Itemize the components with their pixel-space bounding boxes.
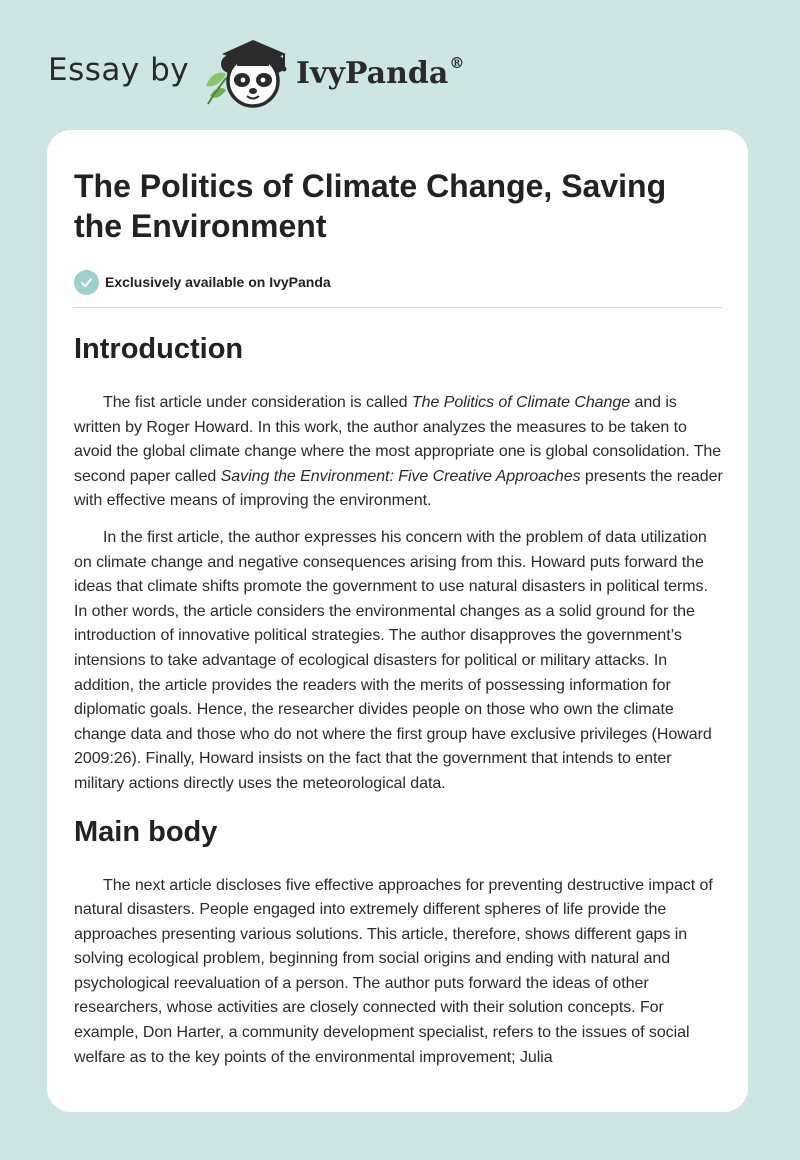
paragraph	[74, 391, 723, 514]
italic-title-text: Saving the Environment: Five Creative Approaches	[220, 467, 581, 485]
exclusive-label: Exclusively available on IvyPanda	[105, 274, 331, 290]
check-circle-icon	[74, 270, 99, 295]
paragraph	[74, 526, 723, 797]
paragraph-text: and is written by Roger Howard. In this work, the author analyzes the measures to be taken to avoid the global climate change where the most appropriate one is global consolidation. The second paper called	[74, 394, 722, 485]
divider	[74, 307, 722, 308]
section-heading-introduction: Introduction	[74, 333, 244, 365]
italic-title-text: The Politics of Climate Change	[411, 394, 631, 411]
exclusive-badge	[74, 268, 721, 296]
section-heading-main-body: Main body	[74, 815, 218, 848]
essay-card	[47, 130, 748, 1112]
panda-graduate-icon[interactable]	[200, 34, 296, 110]
paragraph	[74, 874, 723, 1071]
brand-name[interactable]: IvyPanda®	[296, 54, 465, 91]
site-header	[48, 30, 568, 110]
paragraph-text: In the first article, the author expresses his concern with the problem of data utilization on climate change and negative consequences arising from this. Howard puts forward the ideas that climate shifts promote the government to use natural disasters in political terms. In other words, the article considers the environmental changes as a solid ground for the introduction of innovative political strategies. The author disapproves the government’s intensions to take advantage of ecological disasters for political or military attacks. In addition, the article provides the readers with the merits of possessing information for diplomatic goals. Hence, the researcher divides people on those who own the climate change data and those who do not where the first group have exclusive privileges (Howard 2009:26). Finally, Howard insists on the fact that the government that intends to enter military actions directly uses the meteorological data.	[74, 528, 712, 792]
paragraph-text: The fist article under consideration is called	[103, 394, 412, 411]
essay-by-label: Essay by	[48, 52, 190, 88]
registered-mark: ®	[449, 54, 465, 72]
paragraph-text: presents the reader with effective means of improving the environment.	[74, 467, 723, 510]
essay-title: The Politics of Climate Change, Saving the Environment	[74, 168, 667, 244]
paragraph-text: The next article discloses five effective approaches for preventing destructive impact of natural disasters. People engaged into extremely different spheres of life provide the approaches presenting various solutions. This article, therefore, shows different gaps in solving ecological problem, beginning from social origins and ending with natural and psychological reevaluation of a person. The author puts forward the ideas of other researchers, whose activities are closely connected with their solution concepts. For example, Don Harter, a community development specialist, refers to the issues of social welfare as to the key points of the environmental improvement; Julia	[74, 876, 713, 1066]
